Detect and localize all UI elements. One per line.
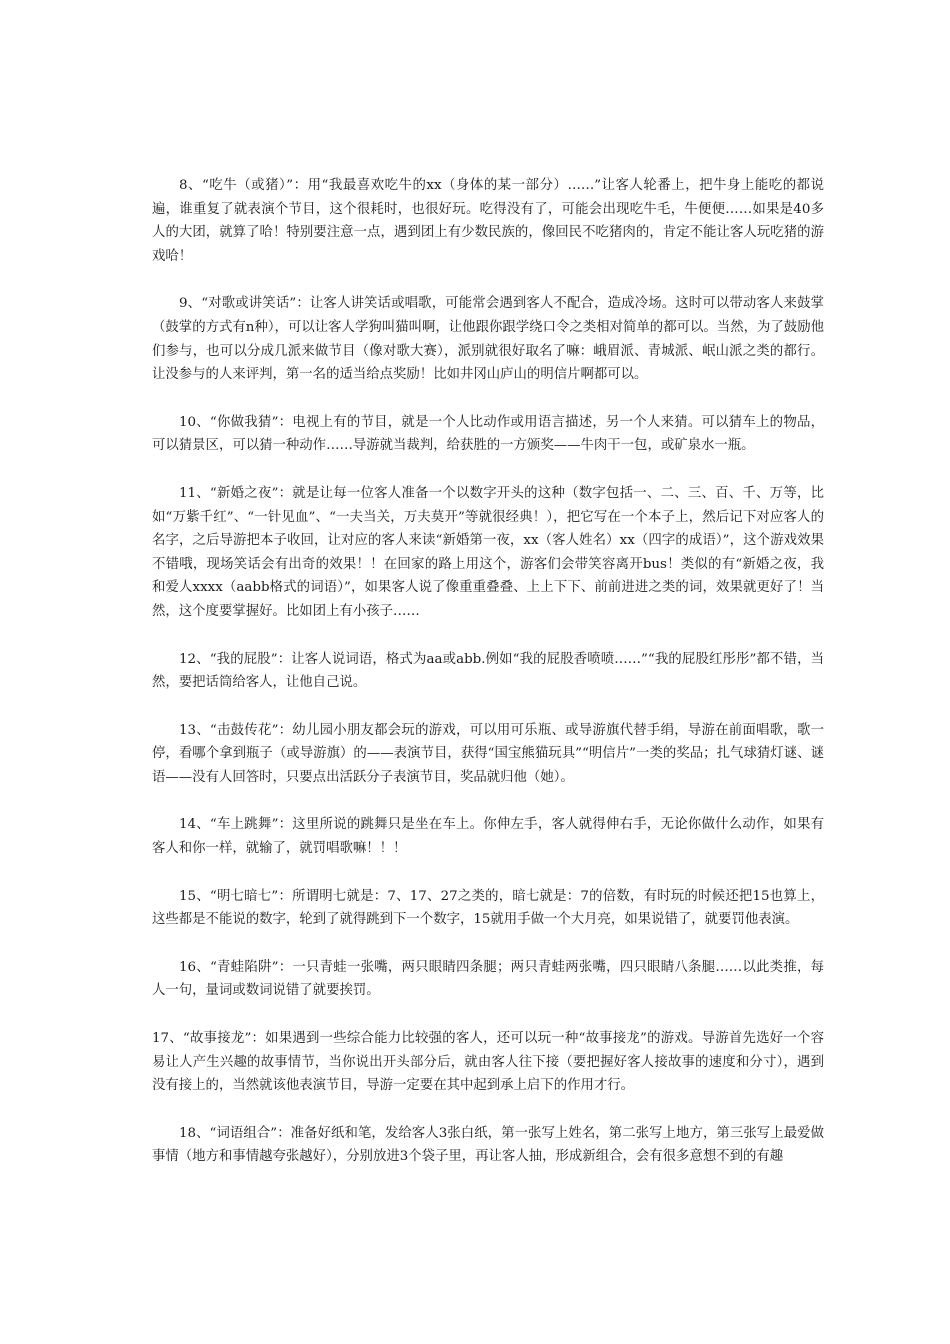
paragraph-16: 16、“青蛙陷阱”：一只青蛙一张嘴，两只眼睛四条腿；两只青蛙两张嘴，四只眼睛八条腿……以此类推，每人一句，量词或数词说错了就要挨罚。 — [152, 959, 824, 999]
paragraph-18: 18、“词语组合”：准备好纸和笔，发给客人3张白纸，第一张写上姓名，第二张写上地方，第三张写上最爱做事情（地方和事情越夸张越好），分别放进3个袋子里，再让客人抽，形成新组合，会有很多意想不到的有趣 — [152, 1125, 824, 1165]
paragraph-10: 10、“你做我猜”：电视上有的节目，就是一个人比动作或用语言描述，另一个人来猜。可以猜车上的物品，可以猜景区，可以猜一种动作……导游就当裁判，给获胜的一方颁奖——牛肉干一包，或矿泉水一瓶。 — [152, 414, 824, 454]
paragraph-11: 11、“新婚之夜”：就是让每一位客人准备一个以数字开头的这种（数字包括一、二、三、百、千、万等，比如“万紫千红”、“一针见血”、“一夫当关，万夫莫开”等就很经典！），把它写在一个本子上，然后记下对应客人的名字，之后导游把本子收回，让对应的客人来读“新婚第一夜，xx（客人姓名）xx（四字的成语）”，这个游戏效果不错哦，现场笑话会有出奇的效果！！在回家的路上用这个，游客们会带笑容离开bus！类似的有“新婚之夜，我和爱人xxxx（aabb格式的词语）”，如果客人说了像重重叠叠、上上下下、前前进进之类的词，效果就更好了！当然，这个度要掌握好。比如团上有小孩子…… — [152, 485, 824, 619]
paragraph-12: 12、“我的屁股”：让客人说词语，格式为aa或abb.例如“我的屁股香喷喷……”“我的屁股红彤彤”都不错，当然，要把话筒给客人，让他自己说。 — [152, 651, 824, 691]
paragraph-14: 14、“车上跳舞”：这里所说的跳舞只是坐在车上。你伸左手，客人就得伸右手，无论你做什么动作，如果有客人和你一样，就输了，就罚唱歌嘛！！！ — [152, 817, 824, 857]
paragraph-8: 8、“吃牛（或猪）”：用“我最喜欢吃牛的xx（身体的某一部分）……”让客人轮番上，把牛身上能吃的都说遍，谁重复了就表演个节目，这个很耗时，也很好玩。吃得没有了，可能会出现吃牛毛，牛便便……如果是40多人的大团，就算了哈！特别要注意一点，遇到团上有少数民族的，像回民不吃猪肉的，肯定不能让客人玩吃猪的游戏哈！ — [152, 178, 824, 264]
document-page — [152, 174, 824, 1193]
paragraph-15: 15、“明七暗七”：所谓明七就是：7、17、27之类的，暗七就是：7的倍数，有时玩的时候还把15也算上，这些都是不能说的数字，轮到了就得跳到下一个数字，15就用手做一个大月亮，如果说错了，就要罚他表演。 — [152, 888, 824, 928]
paragraph-17: 17、“故事接龙”：如果遇到一些综合能力比较强的客人，还可以玩一种“故事接龙”的游戏。导游首先选好一个容易让人产生兴趣的故事情节，当你说出开头部分后，就由客人往下接（要把握好客人接故事的速度和分寸），遇到没有接上的，当然就该他表演节目，导游一定要在其中起到承上启下的作用才行。 — [152, 1031, 824, 1094]
paragraph-13: 13、“击鼓传花”：幼儿园小朋友都会玩的游戏，可以用可乐瓶、或导游旗代替手绢，导游在前面唱歌，歌一停，看哪个拿到瓶子（或导游旗）的——表演节目，获得“国宝熊猫玩具”“明信片”一类的奖品；扎气球猜灯谜、谜语——没有人回答时，只要点出活跃分子表演节目，奖品就归他（她）。 — [152, 722, 824, 785]
paragraph-9: 9、“对歌或讲笑话”：让客人讲笑话或唱歌，可能常会遇到客人不配合，造成冷场。这时可以带动客人来鼓掌（鼓掌的方式有n种），可以让客人学狗叫猫叫啊，让他跟你跟学绕口令之类相对简单的都可以。当然，为了鼓励他们参与，也可以分成几派来做节目（像对歌大赛），派别就很好取名了嘛：峨眉派、青城派、岷山派之类的都行。让没参与的人来评判，第一名的适当给点奖励！比如井冈山庐山的明信片啊都可以。 — [152, 296, 824, 383]
